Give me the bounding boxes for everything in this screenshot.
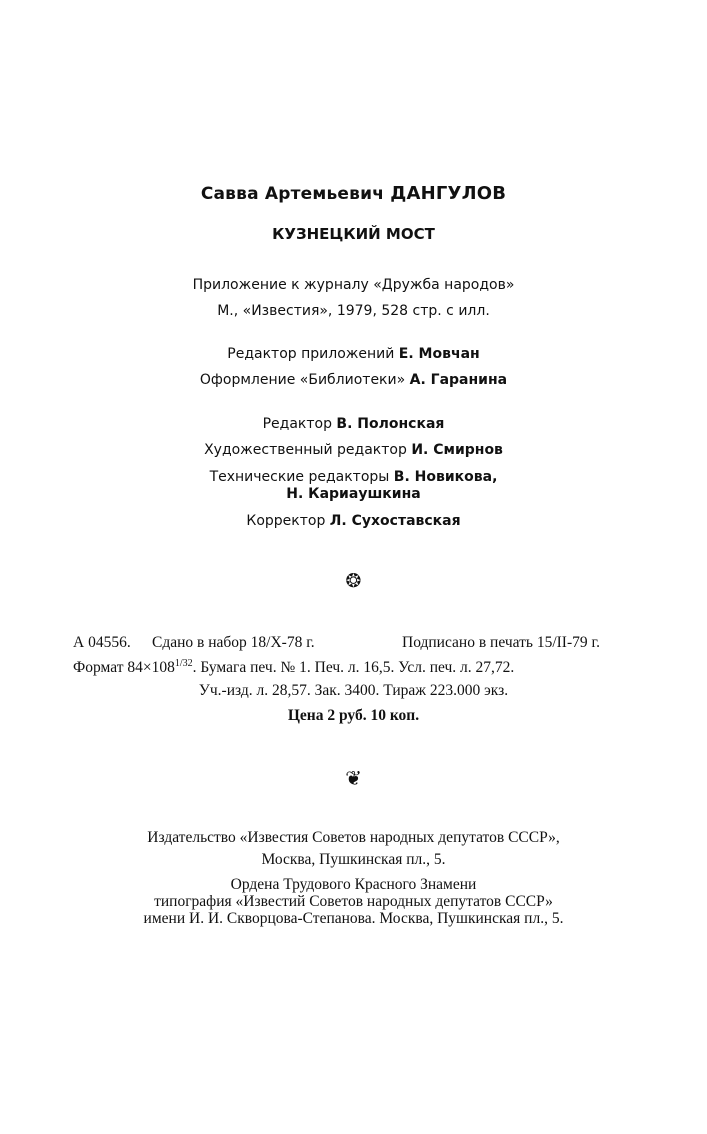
series-design-name: А. Гаранина [409,372,508,388]
tech-editors-line [0,469,707,485]
price: Цена 2 руб. 10 коп. [287,707,420,724]
format-fraction: 1/32 [174,658,193,669]
print-signed-date: Подписано в печать 15/II-79 г. [402,634,600,651]
ornament-emblem-icon: ❂ [345,570,362,592]
tech-editors-label: Технические редакторы [209,469,390,485]
editor-name: В. Полонская [336,416,445,432]
editor-of-supplements-name: Е. Мовчан [398,346,480,362]
editor-of-supplements-label: Редактор приложений [227,346,395,362]
author-surname: ДАНГУЛОВ [390,183,507,204]
series-design-label: Оформление «Библиотеки» [199,372,406,388]
imprint-format-line [73,658,514,677]
printer-line-1: Ордена Трудового Красного Знамени [230,876,477,893]
publisher-line-1: Издательство «Известия Советов народных депутатов СССР», [147,829,560,846]
series-design-line [0,372,707,388]
typeset-date: Сдано в набор 18/X-78 г. [152,634,315,651]
editor-of-supplements-line [0,346,707,362]
editor-label: Редактор [262,416,332,432]
publication-line-2: М., «Известия», 1979, 528 стр. с илл. [217,303,490,319]
format-value: Формат 84×108 [73,659,175,677]
order-number: А 04556. [73,634,131,651]
author-name: Савва Артемьевич [200,184,385,204]
tech-editor-name-1: В. Новикова, [393,469,498,485]
author-line [0,183,707,204]
format-details: . Бумага печ. № 1. Печ. л. 16,5. Усл. печ. л. 27,72. [192,659,515,677]
proofreader-label: Корректор [246,513,326,529]
publication-line-1: Приложение к журналу «Дружба народов» [192,277,515,293]
publisher-line-2: Москва, Пушкинская пл., 5. [261,851,446,868]
art-editor-label: Художественный редактор [204,442,407,458]
ornament-leaf-icon: ❦ [345,766,362,790]
proofreader-name: Л. Сухоставская [329,513,461,529]
tech-editor-name-2: Н. Кариаушкина [286,486,421,502]
art-editor-line [0,442,707,458]
printer-line-3: имени И. И. Скворцова-Степанова. Москва, Пушкинская пл., 5. [143,910,564,927]
printer-line-2: типография «Известий Советов народных депутатов СССР» [154,893,553,910]
art-editor-name: И. Смирнов [411,442,503,458]
proofreader-line [0,513,707,529]
editor-line [0,416,707,432]
imprint-run-line: Уч.-изд. л. 28,57. Зак. 3400. Тираж 223.000 экз. [198,682,509,699]
book-title: КУЗНЕЦКИЙ МОСТ [272,225,435,243]
